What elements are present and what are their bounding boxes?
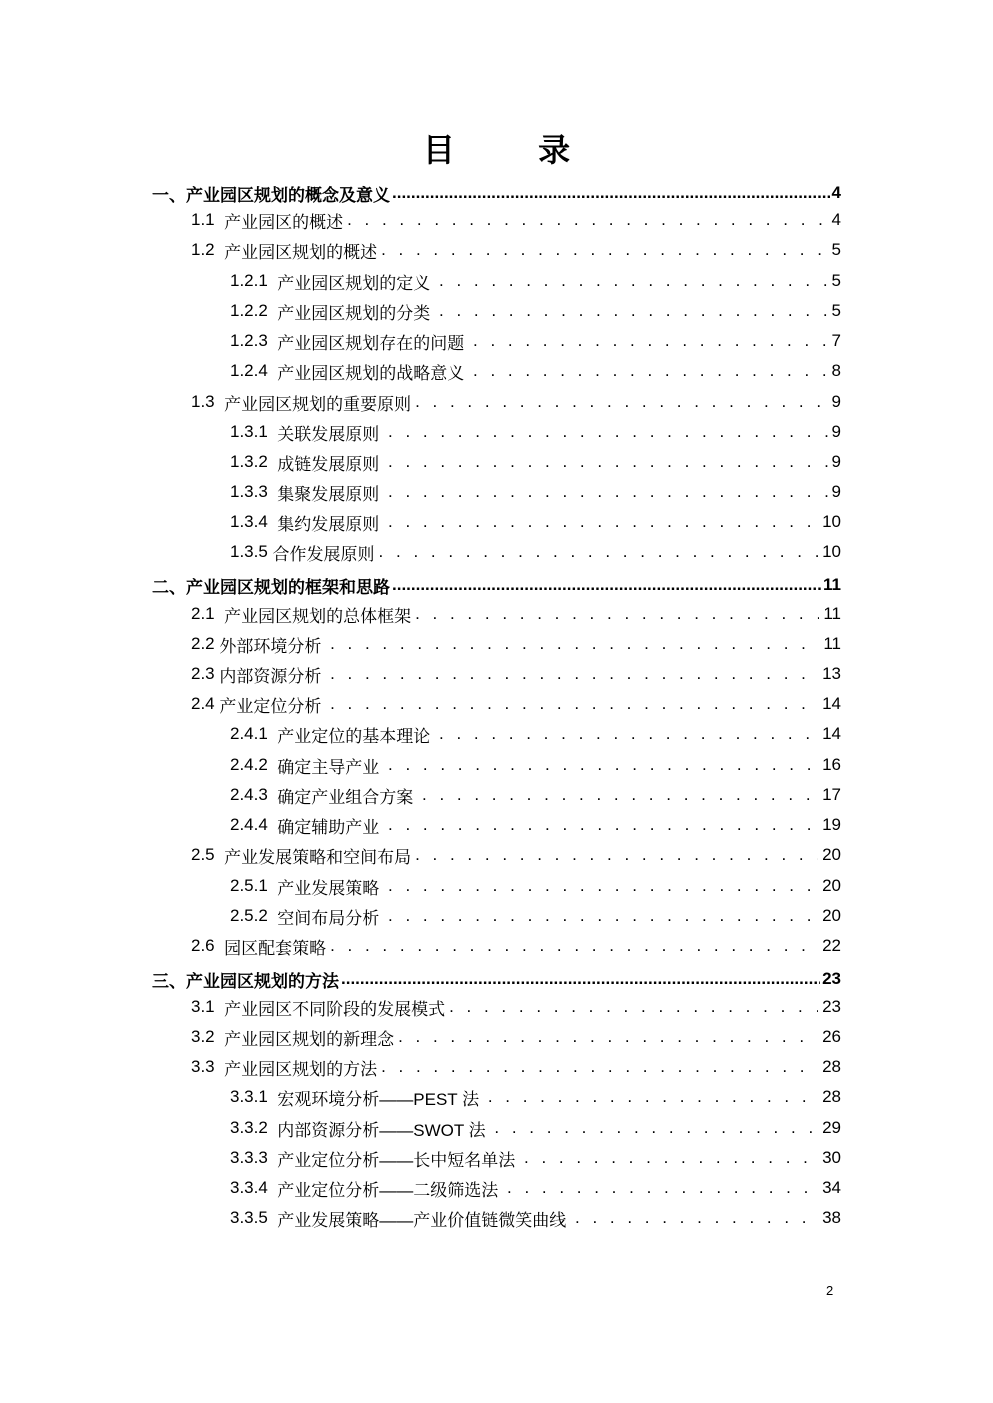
toc-entry[interactable] xyxy=(191,689,841,719)
toc-entry-page: 9 xyxy=(831,392,841,411)
toc-leader-dots xyxy=(488,1087,818,1107)
toc-entry-title: 产业发展策略和空间布局 xyxy=(224,847,412,867)
toc-entry-title: 确定主导产业 xyxy=(277,757,384,777)
toc-entry[interactable] xyxy=(230,356,841,386)
toc-leader-dots xyxy=(507,1178,818,1198)
toc-entry-title: 园区配套策略 xyxy=(224,938,327,958)
toc-entry[interactable] xyxy=(230,1203,841,1233)
toc-entry-title: 集聚发展原则 xyxy=(277,484,384,504)
toc-entry[interactable] xyxy=(230,537,841,567)
toc-entry-title: 关联发展原则 xyxy=(277,424,384,444)
toc-entry-number: 1.2 xyxy=(191,240,225,259)
toc-entry-title: 合作发展原则 xyxy=(272,544,375,564)
toc-entry-number: 二、 xyxy=(152,577,186,597)
toc-entry[interactable] xyxy=(191,629,841,659)
toc-entry-number: 2.3 xyxy=(191,664,220,683)
toc-entry-page: 9 xyxy=(831,482,841,501)
toc-leader-dots xyxy=(388,815,818,835)
toc-entry[interactable] xyxy=(230,1143,841,1173)
toc-entry-number: 1.1 xyxy=(191,210,225,229)
toc-leader-dots xyxy=(388,482,828,502)
toc-entry[interactable] xyxy=(230,719,841,749)
toc-leader-dots xyxy=(388,876,818,896)
toc-entry-page: 7 xyxy=(831,331,841,350)
toc-entry-title: 产业园区规划的方法 xyxy=(186,971,339,991)
toc-entry[interactable] xyxy=(230,780,841,810)
toc-leader-dots xyxy=(388,512,818,532)
toc-entry-title: 内部资源分析——SWOT 法 xyxy=(277,1120,491,1140)
toc-entry-title: 成链发展原则 xyxy=(277,454,384,474)
toc-entry-number: 1.3 xyxy=(191,392,225,411)
toc-entry-number: 一、 xyxy=(152,185,186,205)
toc-entry-page: 8 xyxy=(831,361,841,380)
toc-entry-number: 2.4.2 xyxy=(230,755,278,774)
toc-entry[interactable] xyxy=(152,570,841,600)
toc-leader-dots xyxy=(330,664,818,684)
toc-entry-page: 9 xyxy=(831,452,841,471)
toc-entry-number: 3.3 xyxy=(191,1057,225,1076)
toc-entry-number: 三、 xyxy=(152,971,186,991)
toc-entry-number: 2.4.3 xyxy=(230,785,278,804)
toc-entry[interactable] xyxy=(230,447,841,477)
toc-entry-number: 2.4 xyxy=(191,694,220,713)
toc-entry-title: 产业园区的概述 xyxy=(224,212,344,232)
toc-entry-title: 产业园区规划的概念及意义 xyxy=(186,185,390,205)
toc-entry-page: 5 xyxy=(831,301,841,320)
toc-entry-number: 2.1 xyxy=(191,604,225,623)
toc-entry[interactable] xyxy=(191,992,841,1022)
toc-entry-number: 1.2.1 xyxy=(230,271,278,290)
toc-leader-dots xyxy=(381,240,827,260)
toc-leader-dots xyxy=(388,906,818,926)
toc-leader-dots xyxy=(388,422,828,442)
toc-leader-dots xyxy=(388,452,828,472)
toc-entry-number: 2.6 xyxy=(191,936,225,955)
toc-entry-number: 2.5.2 xyxy=(230,906,278,925)
toc-entry[interactable] xyxy=(191,1052,841,1082)
toc-entry-page: 9 xyxy=(831,422,841,441)
toc-entry-number: 3.1 xyxy=(191,997,225,1016)
toc-entry-page: 13 xyxy=(822,664,841,683)
toc-entry-page: 11 xyxy=(823,575,841,594)
toc-leader-dots xyxy=(415,392,827,412)
toc-entry-number: 1.3.3 xyxy=(230,482,278,501)
toc-entry[interactable] xyxy=(230,1113,841,1143)
toc-entry-title: 产业定位分析 xyxy=(219,696,327,716)
toc-leader-dots xyxy=(524,1148,818,1168)
toc-entry-page: 11 xyxy=(823,634,841,653)
toc-entry[interactable] xyxy=(191,1022,841,1052)
toc-entry-page: 26 xyxy=(822,1027,841,1046)
toc-entry-number: 2.4.1 xyxy=(230,724,278,743)
toc-entry-number: 1.3.2 xyxy=(230,452,278,471)
toc-entry[interactable] xyxy=(230,1173,841,1203)
toc-entry-page: 17 xyxy=(822,785,841,804)
toc-entry-title: 产业园区不同阶段的发展模式 xyxy=(224,999,446,1019)
toc-entry-page: 38 xyxy=(822,1208,841,1227)
toc-entry[interactable] xyxy=(230,507,841,537)
toc-entry-title: 产业发展策略 xyxy=(277,878,384,898)
toc-entry-page: 14 xyxy=(822,694,841,713)
toc-entry[interactable] xyxy=(230,326,841,356)
toc-entry-page: 20 xyxy=(822,906,841,925)
toc-entry-title: 产业发展策略——产业价值链微笑曲线 xyxy=(277,1210,571,1230)
toc-entry-page: 16 xyxy=(822,755,841,774)
toc-entry-number: 3.3.2 xyxy=(230,1118,278,1137)
toc-entry-page: 28 xyxy=(822,1057,841,1076)
toc-entry-number: 1.2.3 xyxy=(230,331,278,350)
page-number: 2 xyxy=(826,1283,834,1298)
toc-leader-dots xyxy=(341,969,820,989)
toc-leader-dots xyxy=(392,183,830,203)
toc-entry-number: 3.3.4 xyxy=(230,1178,278,1197)
toc-entry-number: 1.2.4 xyxy=(230,361,278,380)
toc-entry-title: 产业园区规划的方法 xyxy=(224,1059,378,1079)
toc-entry[interactable] xyxy=(191,387,841,417)
toc-entry-page: 34 xyxy=(822,1178,841,1197)
toc-entry-title: 集约发展原则 xyxy=(277,514,384,534)
toc-entry-page: 10 xyxy=(822,512,841,531)
toc-entry-number: 2.2 xyxy=(191,634,220,653)
toc-leader-dots xyxy=(575,1208,818,1228)
toc-entry-title: 产业园区规划的框架和思路 xyxy=(186,577,390,597)
toc-leader-dots xyxy=(439,271,828,291)
toc-leader-dots xyxy=(415,604,819,624)
toc-leader-dots xyxy=(388,755,818,775)
toc-entry-page: 4 xyxy=(831,210,841,229)
toc-entry-title: 产业园区规划的定义 xyxy=(277,273,435,293)
toc-leader-dots xyxy=(473,331,828,351)
toc-entry-title: 确定辅助产业 xyxy=(277,817,384,837)
toc-entry-page: 23 xyxy=(822,969,841,988)
toc-leader-dots xyxy=(415,845,818,865)
toc-entry-page: 28 xyxy=(822,1087,841,1106)
toc-entry[interactable] xyxy=(152,964,841,994)
toc-entry-number: 1.3.4 xyxy=(230,512,278,531)
toc-entry[interactable] xyxy=(230,750,841,780)
toc-entry-page: 19 xyxy=(822,815,841,834)
toc-entry-number: 2.5.1 xyxy=(230,876,278,895)
toc-leader-dots xyxy=(347,210,827,230)
toc-entry-number: 3.2 xyxy=(191,1027,225,1046)
toc-entry-title: 产业园区规划的重要原则 xyxy=(224,394,412,414)
toc-entry-title: 产业定位分析——长中短名单法 xyxy=(277,1150,520,1170)
toc-entry[interactable] xyxy=(191,599,841,629)
toc-entry-number: 2.4.4 xyxy=(230,815,278,834)
toc-entry[interactable] xyxy=(191,235,841,265)
toc-entry-page: 23 xyxy=(822,997,841,1016)
toc-entry-page: 29 xyxy=(822,1118,841,1137)
toc-leader-dots xyxy=(494,1118,818,1138)
toc-entry-number: 3.3.5 xyxy=(230,1208,278,1227)
toc-entry-number: 1.2.2 xyxy=(230,301,278,320)
toc-entry-page: 22 xyxy=(822,936,841,955)
toc-leader-dots xyxy=(439,301,828,321)
toc-entry-page: 30 xyxy=(822,1148,841,1167)
toc-entry-page: 10 xyxy=(822,542,841,561)
toc-entry-title: 确定产业组合方案 xyxy=(277,787,418,807)
toc-entry[interactable] xyxy=(230,417,841,447)
toc-entry-page: 11 xyxy=(823,604,841,623)
toc-entry-title: 产业园区规划存在的问题 xyxy=(277,333,469,353)
toc-leader-dots xyxy=(439,724,818,744)
toc-entry-title: 产业园区规划的分类 xyxy=(277,303,435,323)
toc-entry-page: 5 xyxy=(831,271,841,290)
toc-entry-page: 14 xyxy=(822,724,841,743)
toc-leader-dots xyxy=(449,997,818,1017)
toc-leader-dots xyxy=(381,1057,818,1077)
toc-entry[interactable] xyxy=(230,266,841,296)
toc-entry-number: 2.5 xyxy=(191,845,225,864)
toc-entry-title: 产业园区规划的概述 xyxy=(224,242,378,262)
toc-entry[interactable] xyxy=(191,659,841,689)
toc-entry-title: 产业定位分析——二级筛选法 xyxy=(277,1180,503,1200)
toc-entry[interactable] xyxy=(230,1082,841,1112)
toc-entry-page: 20 xyxy=(822,845,841,864)
toc-entry-title: 宏观环境分析——PEST 法 xyxy=(277,1089,484,1109)
toc-entry-number: 1.3.5 xyxy=(230,542,273,561)
toc-entry-title: 外部环境分析 xyxy=(219,636,327,656)
toc-entry-number: 3.3.1 xyxy=(230,1087,278,1106)
toc-entry-title: 空间布局分析 xyxy=(277,908,384,928)
toc-entry[interactable] xyxy=(191,205,841,235)
toc-leader-dots xyxy=(330,694,818,714)
toc-entry-page: 20 xyxy=(822,876,841,895)
toc-leader-dots xyxy=(473,361,828,381)
toc-entry-page: 4 xyxy=(831,183,841,202)
toc-leader-dots xyxy=(330,634,819,654)
toc-leader-dots xyxy=(392,575,821,595)
toc-entry[interactable] xyxy=(230,296,841,326)
toc-entry-title: 产业定位的基本理论 xyxy=(277,726,435,746)
toc-entry-title: 产业园区规划的总体框架 xyxy=(224,606,412,626)
toc-entry-number: 1.3.1 xyxy=(230,422,278,441)
toc-leader-dots xyxy=(379,542,819,562)
toc-entry-page: 5 xyxy=(831,240,841,259)
toc-entry-number: 3.3.3 xyxy=(230,1148,278,1167)
toc-leader-dots xyxy=(330,936,818,956)
toc-leader-dots xyxy=(422,785,818,805)
toc-entry-title: 内部资源分析 xyxy=(219,666,327,686)
toc-entry-title: 产业园区规划的新理念 xyxy=(224,1029,395,1049)
toc-entry[interactable] xyxy=(230,901,841,931)
toc-entry[interactable] xyxy=(191,840,841,870)
toc-entry[interactable] xyxy=(191,931,841,961)
toc-entry-title: 产业园区规划的战略意义 xyxy=(277,363,469,383)
toc-entry[interactable] xyxy=(230,477,841,507)
toc-entry[interactable] xyxy=(230,871,841,901)
toc-leader-dots xyxy=(398,1027,818,1047)
toc-entry[interactable] xyxy=(230,810,841,840)
page-title: 目 录 xyxy=(422,131,607,169)
toc-entry[interactable] xyxy=(152,178,841,208)
